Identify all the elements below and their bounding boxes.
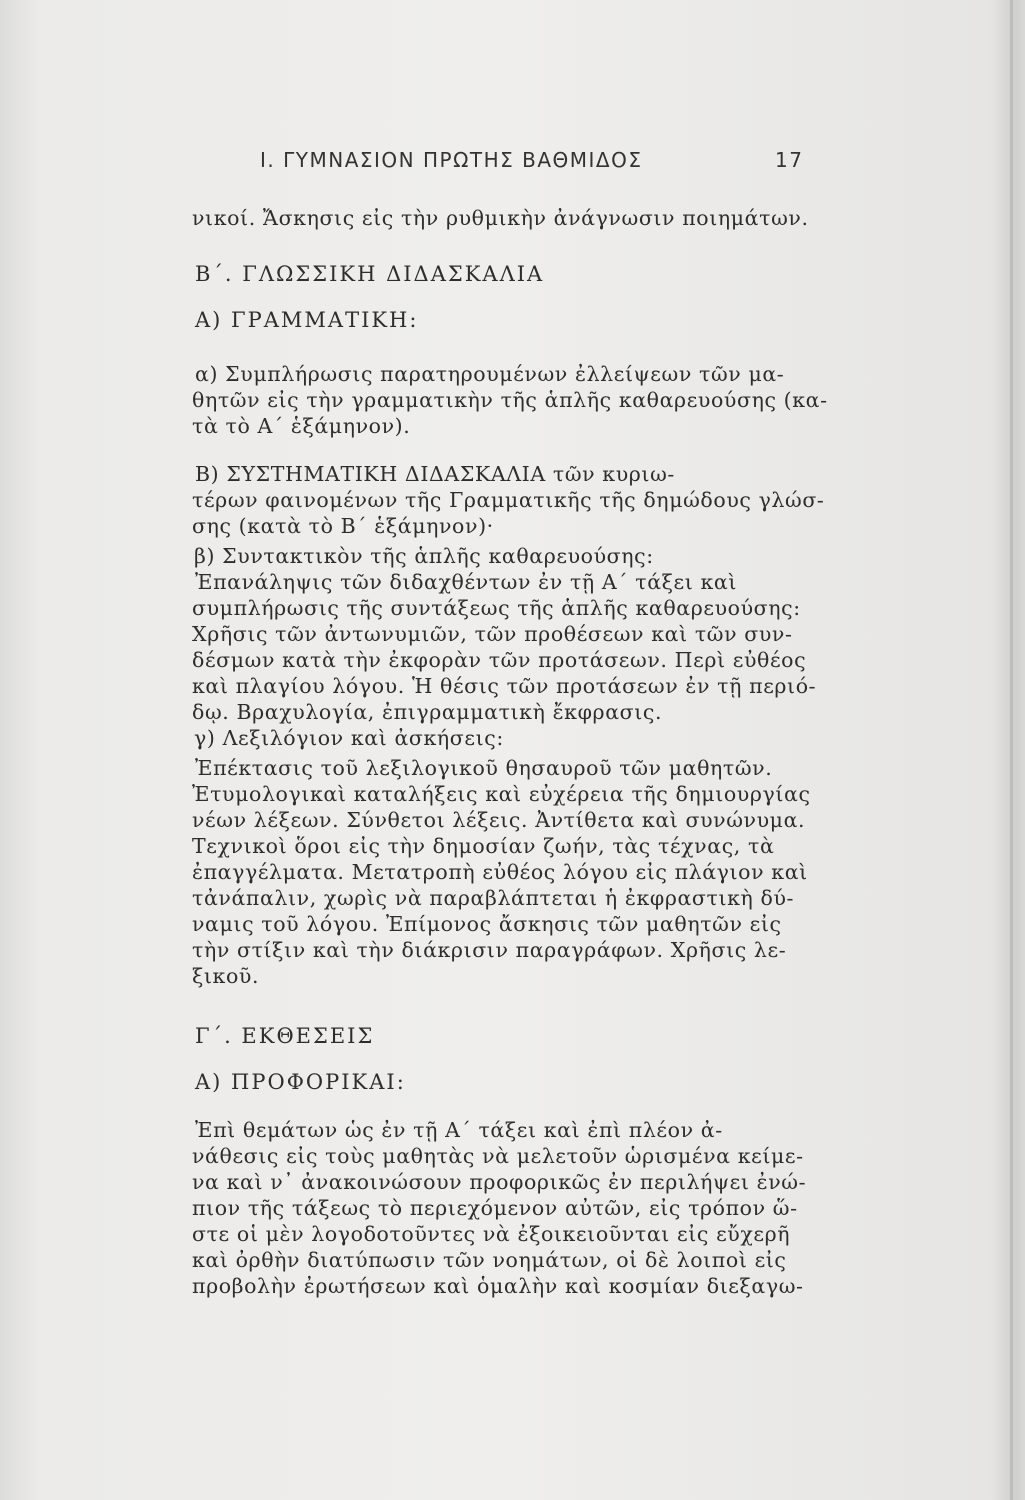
text-line: καὶ πλαγίου λόγου. Ἡ θέσις τῶν προτάσεων ἐν τῇ περιό-: [192, 674, 817, 698]
text-line: Ἐτυμολογικαὶ καταλήξεις καὶ εὐχέρεια τῆς δημιουργίας: [192, 782, 811, 806]
text-line: νικοί. Ἄσκησις εἰς τὴν ρυθμικὴν ἀνάγνωσιν ποιημάτων.: [192, 206, 809, 230]
page-number: 17: [775, 148, 804, 172]
text-line: α) Συμπλήρωσις παρατηρουμένων ἐλλείψεων τῶν μα-: [195, 362, 785, 386]
text-line: Τεχνικοὶ ὅροι εἰς τὴν δημοσίαν ζωήν, τὰς τέχνας, τὰ: [192, 834, 775, 858]
text-line: Ἐπανάληψις τῶν διδαχθέντων ἐν τῇ Α΄ τάξει καὶ: [195, 570, 738, 594]
page-edge-shadow: [1010, 0, 1013, 1500]
text-line: δέσμων κατὰ τὴν ἐκφορὰν τῶν προτάσεων. Περὶ εὐθέος: [192, 648, 807, 672]
text-line: β) Συντακτικὸν τῆς ἁπλῆς καθαρευούσης:: [194, 544, 654, 568]
text-line: Χρῆσις τῶν ἀντωνυμιῶν, τῶν προθέσεων καὶ τῶν συν-: [192, 622, 793, 646]
text-line: θητῶν εἰς τὴν γραμματικὴν τῆς ἁπλῆς καθαρευούσης (κα-: [192, 388, 828, 412]
text-line: στε οἱ μὲν λογοδοτοῦντες νὰ ἐξοικειοῦνται εἰς εὔχερῆ: [192, 1222, 791, 1246]
text-line: Β) ΣΥΣΤΗΜΑΤΙΚΗ ΔΙΔΑΣΚΑΛΙΑ τῶν κυριω-: [195, 462, 675, 486]
subsection-heading-oral: Α) ΠΡΟΦΟΡΙΚΑΙ:: [195, 1070, 406, 1094]
text-line: σης (κατὰ τὸ Β΄ ἑξάμηνον)·: [192, 514, 494, 538]
text-line: Ἐπὶ θεμάτων ὡς ἐν τῇ Α΄ τάξει καὶ ἐπὶ πλέον ἀ-: [195, 1118, 723, 1142]
subsection-heading-grammar: Α) ΓΡΑΜΜΑΤΙΚΗ:: [195, 308, 419, 332]
text-line: να καὶ ν᾽ ἀνακοινώσουν προφορικῶς ἐν περιλήψει ἐνώ-: [192, 1170, 807, 1194]
text-line: ξικοῦ.: [192, 964, 260, 988]
text-line: νέων λέξεων. Σύνθετοι λέξεις. Ἀντίθετα καὶ συνώνυμα.: [192, 808, 806, 832]
text-line: τὰ τὸ Α΄ ἑξάμηνον).: [192, 414, 411, 438]
text-line: νάθεσις εἰς τοὺς μαθητὰς νὰ μελετοῦν ὡρισμένα κείμε-: [192, 1144, 804, 1168]
text-line: ἐπαγγέλματα. Μετατροπὴ εὐθέος λόγου εἰς πλάγιον καὶ: [192, 860, 808, 884]
text-line: γ) Λεξιλόγιον καὶ ἀσκήσεις:: [194, 726, 504, 750]
text-line: συμπλήρωσις τῆς συντάξεως τῆς ἁπλῆς καθαρευούσης:: [192, 596, 801, 620]
section-heading-c: Γ΄. ΕΚΘΕΣΕΙΣ: [195, 1024, 375, 1048]
text-line: προβολὴν ἐρωτήσεων καὶ ὁμαλὴν καὶ κοσμίαν διεξαγω-: [192, 1274, 804, 1298]
text-line: τέρων φαινομένων τῆς Γραμματικῆς τῆς δημώδους γλώσ-: [192, 488, 825, 512]
text-line: δῳ. Βραχυλογία, ἐπιγραμματικὴ ἔκφρασις.: [192, 700, 663, 724]
text-line: Ἐπέκτασις τοῦ λεξιλογικοῦ θησαυροῦ τῶν μαθητῶν.: [195, 756, 773, 780]
running-title: Ι. ΓΥΜΝΑΣΙΟΝ ΠΡΩΤΗΣ ΒΑΘΜΙΔΟΣ: [260, 148, 643, 172]
text-line: καὶ ὀρθὴν διατύπωσιν τῶν νοημάτων, οἱ δὲ λοιποὶ εἰς: [192, 1248, 787, 1272]
text-line: τὴν στίξιν καὶ τὴν διάκρισιν παραγράφων. Χρῆσις λε-: [192, 938, 787, 962]
text-line: πιον τῆς τάξεως τὸ περιεχόμενον αὐτῶν, εἰς τρόπον ὥ-: [192, 1196, 798, 1220]
section-heading-b: Β΄. ΓΛΩΣΣΙΚΗ ΔΙΔΑΣΚΑΛΙΑ: [195, 262, 545, 286]
text-line: ναμις τοῦ λόγου. Ἐπίμονος ἄσκησις τῶν μαθητῶν εἰς: [192, 912, 782, 936]
text-line: τἀνάπαλιν, χωρὶς νὰ παραβλάπτεται ἡ ἐκφραστικὴ δύ-: [192, 886, 795, 910]
